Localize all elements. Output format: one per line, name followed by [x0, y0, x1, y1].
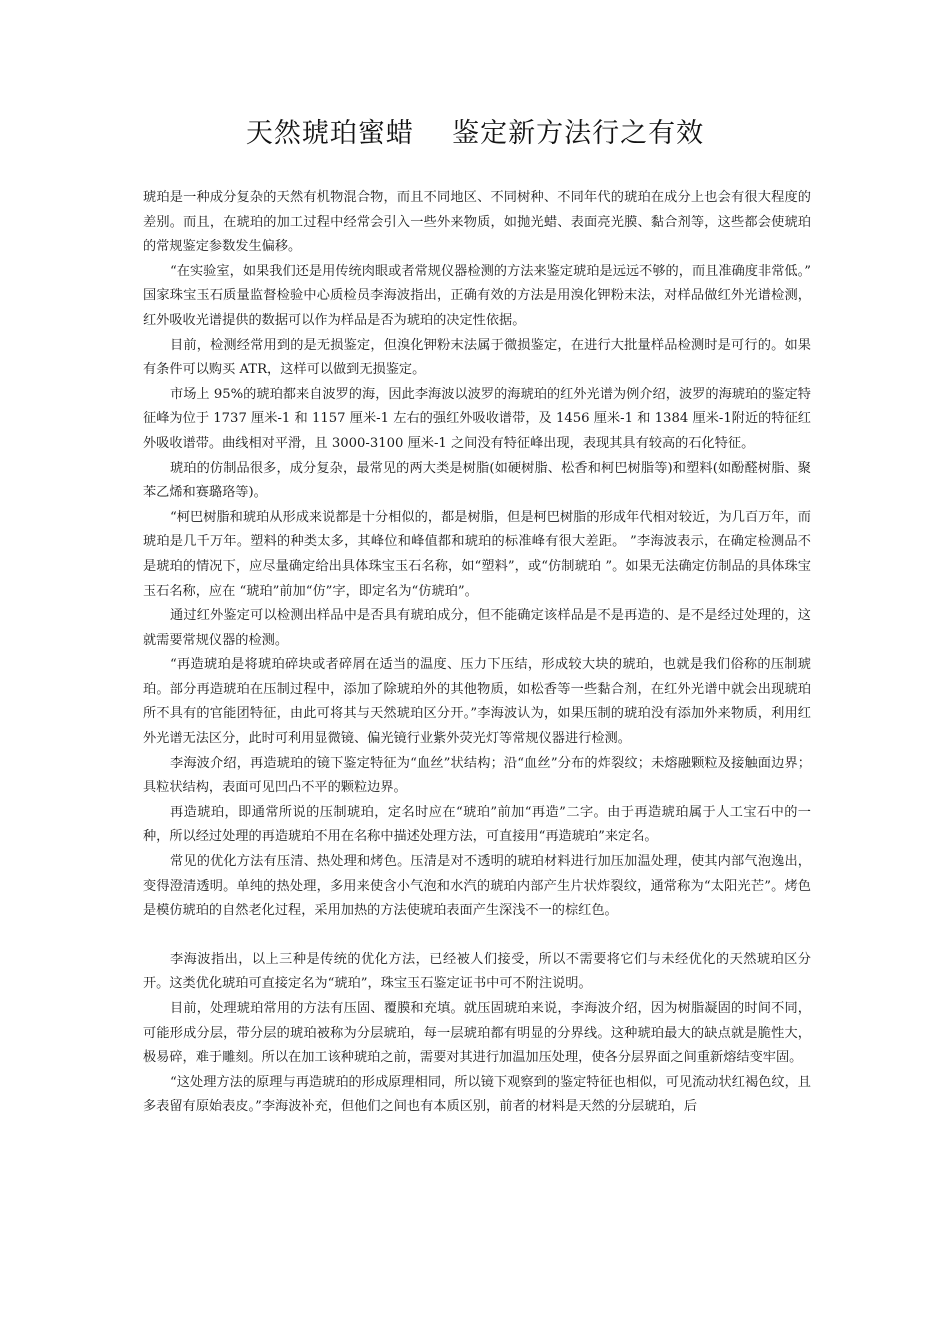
- paragraph-12: 李海波指出，以上三种是传统的优化方法，已经被人们接受，所以不需要将它们与未经优化的天然琥珀区分开。这类优化琥珀可直接定名为“琥珀”，珠宝玉石鉴定证书中可不附注说明。: [143, 951, 811, 992]
- paragraph-10: 再造琥珀，即通常所说的压制琥珀，定名时应在“琥珀”前加“再造”二字。由于再造琥珀属于人工宝石中的一种，所以经过处理的再造琥珀不用在名称中描述处理方法，可直接用“再造琥珀”来定名。: [143, 804, 811, 845]
- document-body: [143, 186, 811, 1120]
- paragraph-14: “这处理方法的原理与再造琥珀的形成原理相同，所以镜下观察到的鉴定特征也相似，可见流动状红褐色纹，且多表留有原始表皮。”李海波补充，但他们之间也有本质区别，前者的材料是天然的分层琥珀，后: [143, 1074, 811, 1115]
- paragraph-11: 常见的优化方法有压清、热处理和烤色。压清是对不透明的琥珀材料进行加压加温处理，使其内部气泡逸出，变得澄清透明。单纯的热处理，多用来使含小气泡和水汽的琥珀内部产生片状炸裂纹，通常称为“太阳光芒”。烤色是模仿琥珀的自然老化过程，采用加热的方法使琥珀表面产生深浅不一的棕红色。: [143, 854, 811, 919]
- paragraph-4: 市场上 95%的琥珀都来自波罗的海，因此李海波以波罗的海琥珀的红外光谱为例介绍，波罗的海琥珀的鉴定特征峰为位于 1737 厘米-1 和 1157 厘米-1 左右的强红外吸收谱带，及 1456 厘米-1 和 1384 厘米-1附近的特征红外吸收谱带。曲线相对平滑，且 3000-3100 厘米-1 之间没有特征峰出现，表现其具有较高的石化特征。: [143, 386, 811, 451]
- paragraph-6: “柯巴树脂和琥珀从形成来说都是十分相似的，都是树脂，但是柯巴树脂的形成年代相对较近，为几百万年，而琥珀是几千万年。塑料的种类太多，其峰位和峰值都和琥珀的标准峰有很大差距。 ”李海波表示，在确定检测品不是琥珀的情况下，应尽量确定给出具体珠宝玉石名称，如“塑料”，或“仿制琥珀 ”。如果无法确定仿制品的具体珠宝玉石名称，应在 “琥珀”前加“仿”字，即定名为“仿琥珀”。: [143, 509, 811, 599]
- paragraph-9: 李海波介绍，再造琥珀的镜下鉴定特征为“血丝”状结构；沿“血丝”分布的炸裂纹；未熔融颗粒及接触面边界；具粒状结构，表面可见凹凸不平的颗粒边界。: [143, 755, 811, 796]
- paragraph-3: 目前，检测经常用到的是无损鉴定，但溴化钾粉末法属于微损鉴定，在进行大批量样品检测时是可行的。如果有条件可以购买 ATR，这样可以做到无损鉴定。: [143, 337, 811, 378]
- paragraph-2: “在实验室，如果我们还是用传统肉眼或者常规仪器检测的方法来鉴定琥珀是远远不够的，而且准确度非常低。” 国家珠宝玉石质量监督检验中心质检员李海波指出，正确有效的方法是用溴化钾粉末法，对样品做红外光谱检测，红外吸收光谱提供的数据可以作为样品是否为琥珀的决定性依据。: [143, 263, 811, 328]
- paragraph-13: 目前，处理琥珀常用的方法有压固、覆膜和充填。就压固琥珀来说，李海波介绍，因为树脂凝固的时间不同，可能形成分层，带分层的琥珀被称为分层琥珀，每一层琥珀都有明显的分界线。这种琥珀最大的缺点就是脆性大，极易碎，难于雕刻。所以在加工该种琥珀之前，需要对其进行加温加压处理，使各分层界面之间重新熔结变牢固。: [143, 1001, 811, 1066]
- paragraph-7: 通过红外鉴定可以检测出样品中是否具有琥珀成分，但不能确定该样品是不是再造的、是不是经过处理的，这就需要常规仪器的检测。: [143, 608, 811, 648]
- document-title: 天然琥珀蜜蜡 鉴定新方法行之有效: [245, 118, 705, 149]
- paragraph-8: “再造琥珀是将琥珀碎块或者碎屑在适当的温度、压力下压结，形成较大块的琥珀，也就是我们俗称的压制琥珀。部分再造琥珀在压制过程中，添加了除琥珀外的其他物质，如松香等一些黏合剂，在红外光谱中就会出现琥珀所不具有的官能团特征，由此可将其与天然琥珀区分开。”李海波认为，如果压制的琥珀没有添加外来物质，利用红外光谱无法区分，此时可利用显微镜、偏光镜行业紫外荧光灯等常规仪器进行检测。: [143, 657, 811, 747]
- paragraph-5: 琥珀的仿制品很多，成分复杂，最常见的两大类是树脂(如硬树脂、松香和柯巴树脂等)和塑料(如酚醛树脂、聚苯乙烯和赛璐珞等)。: [143, 460, 811, 501]
- paragraph-1: 琥珀是一种成分复杂的天然有机物混合物，而且不同地区、不同树种、不同年代的琥珀在成分上也会有很大程度的差别。而且，在琥珀的加工过程中经常会引入一些外来物质，如抛光蜡、表面亮光膜、黏合剂等，这些都会使琥珀的常规鉴定参数发生偏移。: [143, 190, 811, 255]
